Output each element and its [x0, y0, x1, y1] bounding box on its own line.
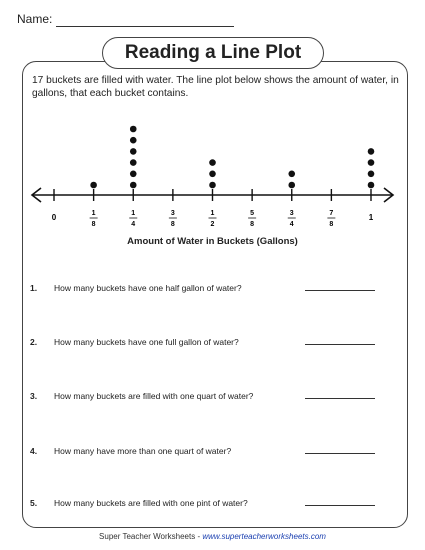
axis-label: Amount of Water in Buckets (Gallons)	[127, 236, 298, 247]
data-dot	[130, 126, 137, 133]
tick-label-numerator: 1	[210, 210, 215, 217]
tick-label-numerator: 5	[250, 210, 255, 217]
data-dot	[288, 171, 295, 178]
answer-line-5[interactable]	[305, 505, 375, 506]
answer-line-3[interactable]	[305, 398, 375, 399]
tick-label-denominator: 2	[210, 221, 215, 228]
tick-label-numerator: 1	[131, 210, 136, 217]
data-dot	[368, 171, 375, 178]
page-title: Reading a Line Plot	[102, 37, 324, 69]
question-number: 3.	[30, 391, 38, 401]
data-dot	[209, 171, 216, 178]
question-text: How many buckets are filled with one pint of water?	[54, 498, 248, 508]
tick-label-denominator: 8	[250, 221, 255, 228]
question-number: 2.	[30, 337, 38, 347]
data-dot	[130, 159, 137, 166]
tick-label-denominator: 8	[91, 221, 96, 228]
question-number: 5.	[30, 498, 38, 508]
data-dot	[368, 148, 375, 155]
tick-label-numerator: 1	[91, 210, 96, 217]
data-dot	[130, 182, 137, 189]
data-dot	[130, 137, 137, 144]
question-number: 1.	[30, 283, 38, 293]
answer-line-4[interactable]	[305, 453, 375, 454]
answer-line-1[interactable]	[305, 290, 375, 291]
answer-line-2[interactable]	[305, 344, 375, 345]
question-text: How many buckets are filled with one quart of water?	[54, 391, 254, 401]
footer-text: Super Teacher Worksheets -	[99, 532, 203, 541]
data-dot	[130, 148, 137, 155]
tick-label-denominator: 8	[170, 221, 175, 228]
tick-label-numerator: 7	[329, 210, 334, 217]
tick-label-numerator: 3	[289, 210, 294, 217]
question-text: How many have more than one quart of water?	[54, 446, 232, 456]
tick-label-denominator: 4	[289, 221, 294, 228]
tick-label-numerator: 3	[170, 210, 175, 217]
tick-label: 0	[51, 213, 57, 222]
data-dot	[130, 171, 137, 178]
intro-text: 17 buckets are filled with water. The line plot below shows the amount of water, in gallons, that each bucket contains.	[32, 75, 399, 99]
question-text: How many buckets have one half gallon of water?	[54, 283, 242, 293]
data-dot	[368, 159, 375, 166]
footer-link[interactable]: www.superteacherworksheets.com	[202, 532, 326, 541]
data-dot	[90, 182, 97, 189]
tick-label-denominator: 8	[329, 221, 334, 228]
data-dot	[209, 159, 216, 166]
tick-label: 1	[368, 213, 374, 222]
question-text: How many buckets have one full gallon of water?	[54, 337, 239, 347]
data-dot	[288, 182, 295, 189]
question-number: 4.	[30, 446, 38, 456]
name-label: Name:	[17, 12, 53, 26]
data-dot	[209, 182, 216, 189]
tick-label-denominator: 4	[131, 221, 136, 228]
footer	[0, 532, 425, 541]
data-dot	[368, 182, 375, 189]
